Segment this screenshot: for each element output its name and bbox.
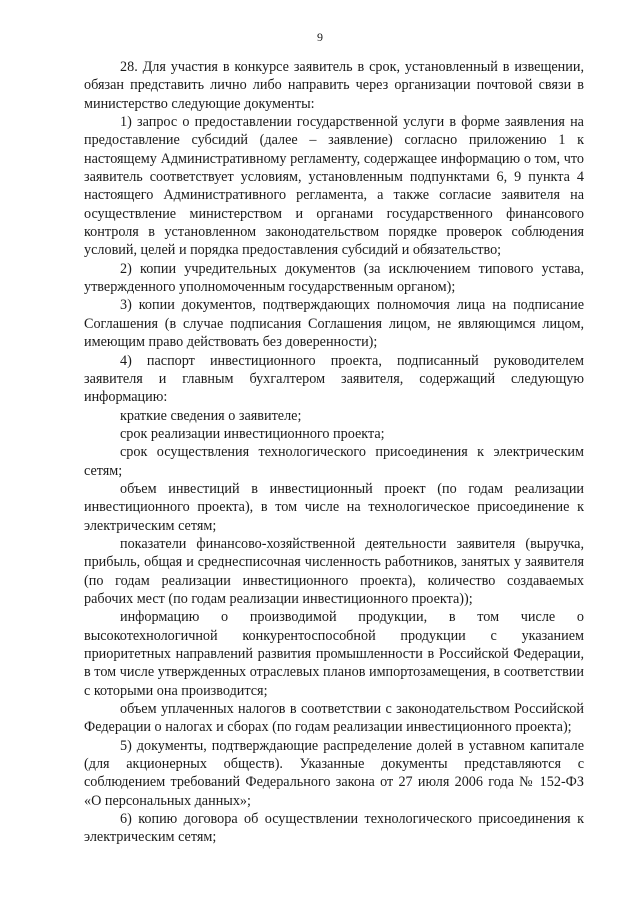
paragraph-subitem-1: 1) запрос о предоставлении государственной услуги в форме заявления на предоставление субсидий (далее – заявление) согласно приложению 1 к настоящему Административному регламенту, содержащее информацию о том, что заявитель соответствует условиям, установленным подпунктами 6, 9 пункта 4 настоящего Административного регламента, а также согласие заявителя на осуществление министерством и органами государственного финансового контроля в установленном законодательством порядке проверок соблюдения условий, целей и порядка предоставления субсидий и обязательство; [84,114,584,259]
passport-item-financial-indicators: показатели финансово-хозяйственной деятельности заявителя (выручка, прибыль, общая и среднесписочная численность работников, занятых у заявителя (по годам реализации инвестиционного проекта), количество создаваемых рабочих мест (по годам реализации инвестиционного проекта)); [84,535,584,607]
passport-item-applicant-info: краткие сведения о заявителе; [120,407,302,424]
paragraph-subitem-4: 4) паспорт инвестиционного проекта, подписанный руководителем заявителя и главным бухгалтером заявителя, содержащий следующую информацию: [84,352,584,406]
page-number: 9 [317,30,323,44]
passport-item-investment-volume: объем инвестиций в инвестиционный проект (по годам реализации инвестиционного проекта), в том числе на технологическое присоединение к электрическим сетям; [84,480,584,534]
paragraph-subitem-5: 5) документы, подтверждающие распределение долей в уставном капитале (для акционерных обществ). Указанные документы представляются с соблюдением требований Федерального закона от 27 июля 2006 года № 152-ФЗ «О персональных данных»; [84,737,584,809]
paragraph-subitem-6: 6) копию договора об осуществлении технологического присоединения к электрическим сетям; [84,811,584,846]
passport-item-products-info: информацию о производимой продукции, в том числе о высокотехнологичной конкурентоспособной продукции с указанием приоритетных направлений развития промышленности в Российской Федерации, в том числе утвержденных отраслевых планов импортозамещения, в соответствии с которыми она производится; [84,609,584,699]
paragraph-item-28: 28. Для участия в конкурсе заявитель в срок, установленный в извещении, обязан представить лично либо направить через организации почтовой связи в министерство следующие документы: [84,59,584,112]
paragraph-subitem-2: 2) копии учредительных документов (за исключением типового устава, утвержденного уполномоченным государственным органом); [84,260,584,296]
passport-item-taxes-paid: объем уплаченных налогов в соответствии с законодательством Российской Федерации о налогах и сборах (по годам реализации инвестиционного проекта); [84,701,584,736]
passport-item-project-term: срок реализации инвестиционного проекта; [120,425,385,442]
passport-item-connection-term: срок осуществления технологического присоединения к электрическим сетям; [84,444,584,479]
paragraph-subitem-3: 3) копии документов, подтверждающих полномочия лица на подписание Соглашения (в случае подписания Соглашения лицом, не являющимся лицом, имеющим право действовать без доверенности); [84,297,584,351]
document-body [84,58,584,847]
